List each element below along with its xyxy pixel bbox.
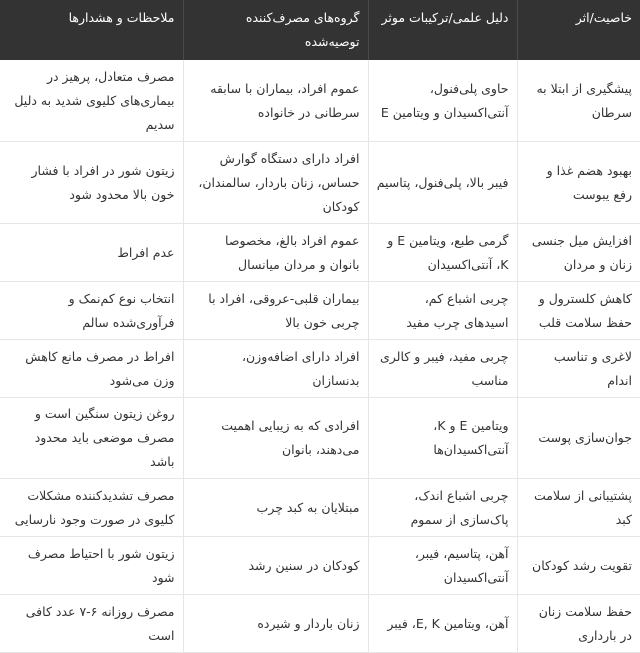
- header-warnings: ملاحظات و هشدارها: [0, 0, 183, 60]
- cell-groups: بیماران قلبی-عروقی، افراد با چربی خون بالا: [183, 282, 368, 340]
- table-header: [0, 0, 640, 60]
- cell-groups: زنان باردار و شیرده: [183, 595, 368, 653]
- cell-reason: آهن، ویتامین E, K، فیبر: [368, 595, 517, 653]
- cell-reason: حاوی پلی‌فنول، آنتی‌اکسیدان و ویتامین E: [368, 60, 517, 142]
- header-scientific-reason: دلیل علمی/ترکیبات موثر: [368, 0, 517, 60]
- cell-reason: چربی مفید، فیبر و کالری مناسب: [368, 340, 517, 398]
- cell-warnings: مصرف روزانه ۶-۷ عدد کافی است: [0, 595, 183, 653]
- header-recommended-groups: گروه‌های مصرف‌کننده توصیه‌شده: [183, 0, 368, 60]
- cell-warnings: روغن زیتون سنگین است و مصرف موضعی باید محدود باشد: [0, 398, 183, 479]
- cell-property: بهبود هضم غذا و رفع یبوست: [517, 142, 640, 224]
- cell-groups: کودکان در سنین رشد: [183, 537, 368, 595]
- cell-groups: افرادی که به زیبایی اهمیت می‌دهند، بانوان: [183, 398, 368, 479]
- cell-groups: افراد دارای اضافه‌وزن، بدنسازان: [183, 340, 368, 398]
- cell-warnings: مصرف تشدیدکننده مشکلات کلیوی در صورت وجود نارسایی: [0, 479, 183, 537]
- table-row: [0, 340, 640, 398]
- cell-warnings: زیتون شور در افراد با فشار خون بالا محدود شود: [0, 142, 183, 224]
- table-row: [0, 398, 640, 479]
- cell-reason: چربی اشباع اندک، پاک‌سازی از سموم: [368, 479, 517, 537]
- table-row: [0, 537, 640, 595]
- table-row: [0, 479, 640, 537]
- cell-property: پشتیبانی از سلامت کبد: [517, 479, 640, 537]
- cell-groups: افراد دارای دستگاه گوارش حساس، زنان باردار، سالمندان، کودکان: [183, 142, 368, 224]
- cell-property: افزایش میل جنسی زنان و مردان: [517, 224, 640, 282]
- header-property: خاصیت/اثر: [517, 0, 640, 60]
- cell-reason: گرمی طبع، ویتامین E و K، آنتی‌اکسیدان: [368, 224, 517, 282]
- cell-warnings: زیتون شور با احتیاط مصرف شود: [0, 537, 183, 595]
- cell-property: لاغری و تناسب اندام: [517, 340, 640, 398]
- cell-warnings: عدم افراط: [0, 224, 183, 282]
- cell-warnings: مصرف متعادل، پرهیز در بیماری‌های کلیوی شدید به دلیل سدیم: [0, 60, 183, 142]
- cell-reason: فیبر بالا، پلی‌فنول، پتاسیم: [368, 142, 517, 224]
- cell-property: حفظ سلامت زنان در بارداری: [517, 595, 640, 653]
- cell-property: جوان‌سازی پوست: [517, 398, 640, 479]
- cell-groups: مبتلایان به کبد چرب: [183, 479, 368, 537]
- table-row: [0, 595, 640, 653]
- cell-reason: ویتامین E و K، آنتی‌اکسیدان‌ها: [368, 398, 517, 479]
- cell-groups: عموم افراد، بیماران با سابقه سرطانی در خانواده: [183, 60, 368, 142]
- cell-property: تقویت رشد کودکان: [517, 537, 640, 595]
- cell-reason: چربی اشباع کم، اسیدهای چرب مفید: [368, 282, 517, 340]
- cell-property: پیشگیری از ابتلا به سرطان: [517, 60, 640, 142]
- cell-warnings: افراط در مصرف مانع کاهش وزن می‌شود: [0, 340, 183, 398]
- table-row: [0, 224, 640, 282]
- cell-property: کاهش کلسترول و حفظ سلامت قلب: [517, 282, 640, 340]
- table-row: [0, 142, 640, 224]
- table-row: [0, 282, 640, 340]
- cell-groups: عموم افراد بالغ، مخصوصا بانوان و مردان میانسال: [183, 224, 368, 282]
- cell-warnings: انتخاب نوع کم‌نمک و فرآوری‌شده سالم: [0, 282, 183, 340]
- cell-reason: آهن، پتاسیم، فیبر، آنتی‌اکسیدان: [368, 537, 517, 595]
- table-row: [0, 60, 640, 142]
